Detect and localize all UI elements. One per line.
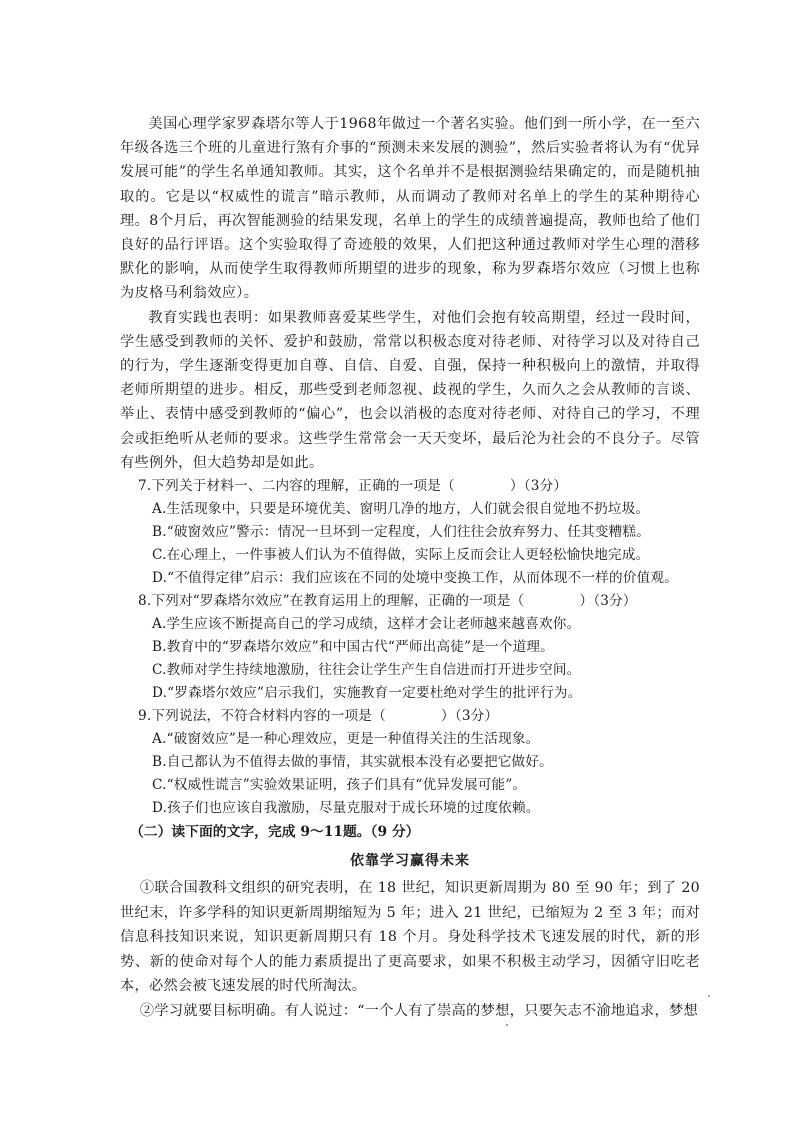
option-d: D.“罗森塔尔效应”启示我们，实施教育一定要杜绝对学生的批评行为。 (152, 685, 582, 702)
option-c: C.在心理上，一件事被人们认为不值得做，实际上反而会让人更轻松愉快地完成。 (152, 547, 650, 564)
option-b: B.自己都认为不值得去做的事情，其实就根本没有必要把它做好。 (152, 754, 553, 771)
exam-page (120, 112, 700, 1024)
question-8 (120, 590, 700, 705)
scan-speck (708, 995, 710, 997)
option-a: A.“破窗效应”是一种心理效应，更是一种值得关注的生活现象。 (152, 731, 540, 748)
passage-paragraph-2: 教育实践也表明：如果教师喜爱某些学生，对他们会抱有较高期望，经过一段时间，学生感受到教师的关怀、爱护和鼓励，常常以积极态度对待老师、对待学习以及对待自己的行为，学生逐渐变得更加自尊、自信、自爱、自强，保持一种积极向上的激情，并取得老师所期望的进步。相反，那些受到老师忽视、歧视的学生，久而久之会从教师的言谈、举止、表情中感受到教师的“偏心”，也会以消极的态度对待老师、对待自己的学习，不理会或拒绝听从老师的要求。这些学生常常会一天天变坏，最后沦为社会的不良分子。尽管有些例外，但大趋势却是如此。 (120, 309, 700, 471)
option-c: C.教师对学生持续地激励，往往会让学生产生自信进而打开进步空间。 (152, 662, 581, 679)
scan-speck (506, 1024, 508, 1026)
option-d: D.“不值得定律”启示：我们应该在不同的处境中变换工作，从而体现不一样的价值观。 (152, 570, 679, 587)
passage-paragraph-1: 美国心理学家罗森塔尔等人于1968年做过一个著名实验。他们到一所小学，在一至六年级各选三个班的儿童进行煞有介事的“预测未来发展的测验”，然后实验者将认为有“优异发展可能”的学生名单通知教师。其实，这个名单并不是根据测验结果确定的，而是随机抽取的。它是以“权威性的谎言”暗示教师，从而调动了教师对名单上的学生的某种期待心理。8个月后，再次智能测验的结果发现，名单上的学生的成绩普遍提高，教师也给了他们良好的品行评语。这个实验取得了奇迹般的效果，人们把这种通过教师对学生心理的潜移默化的影响，从而使学生取得教师所期望的进步的现象，称为罗森塔尔效应（习惯上也称为皮格马利翁效应）。 (120, 116, 700, 302)
article-title: 依靠学习赢得未来 (350, 853, 470, 870)
option-b: B.教育中的“罗森塔尔效应”和中国古代“严师出高徒”是一个道理。 (152, 639, 554, 656)
question-stem: 9.下列说法，不符合材料内容的一项是（ ）（3分） (138, 708, 499, 725)
option-b: B.“破窗效应”警示：情况一旦坏到一定程度，人们往往会放弃努力、任其变糟糕。 (152, 524, 650, 541)
section-heading: （二）读下面的文字，完成 9～11题。（9 分） (130, 824, 420, 841)
article-paragraph-1: ①联合国教科文组织的研究表明，在 18 世纪，知识更新周期为 80 至 90 年；到了 20 世纪末，许多学科的知识更新周期缩短为 5 年；进入 21 世纪，已缩短为 2 至 3 年；而对信息科技知识来说，知识更新周期只有 18 个月。身处科学技术飞速发展的时代，新的形势、新的使命对每个人的能力素质提出了更高要求，如果不积极主动学习，因循守旧吃老本，必然会被飞速发展的时代所淘汰。 (120, 880, 700, 995)
option-a: A.学生应该不断提高自己的学习成绩，这样才会让老师越来越喜欢你。 (152, 616, 581, 633)
article-paragraph-2: ②学习就要目标明确。有人说过：“一个人有了崇高的梦想，只要矢志不渝地追求，梦想 (139, 1003, 698, 1020)
question-stem: 8.下列对“罗森塔尔效应”在教育运用上的理解，正确的一项是（ ）（3分） (138, 593, 637, 610)
option-a: A.生活现象中，只要是环境优美、窗明几净的地方，人们就会很自觉地不扔垃圾。 (152, 501, 650, 518)
question-9 (120, 705, 700, 820)
question-7 (120, 475, 700, 590)
question-stem: 7.下列关于材料一、二内容的理解，正确的一项是（ ）（3分） (138, 478, 568, 495)
option-d: D.孩子们也应该自我激励，尽量克服对于成长环境的过度依赖。 (152, 800, 540, 817)
option-c: C.“权威性谎言”实验效果证明，孩子们具有“优异发展可能”。 (152, 777, 527, 794)
